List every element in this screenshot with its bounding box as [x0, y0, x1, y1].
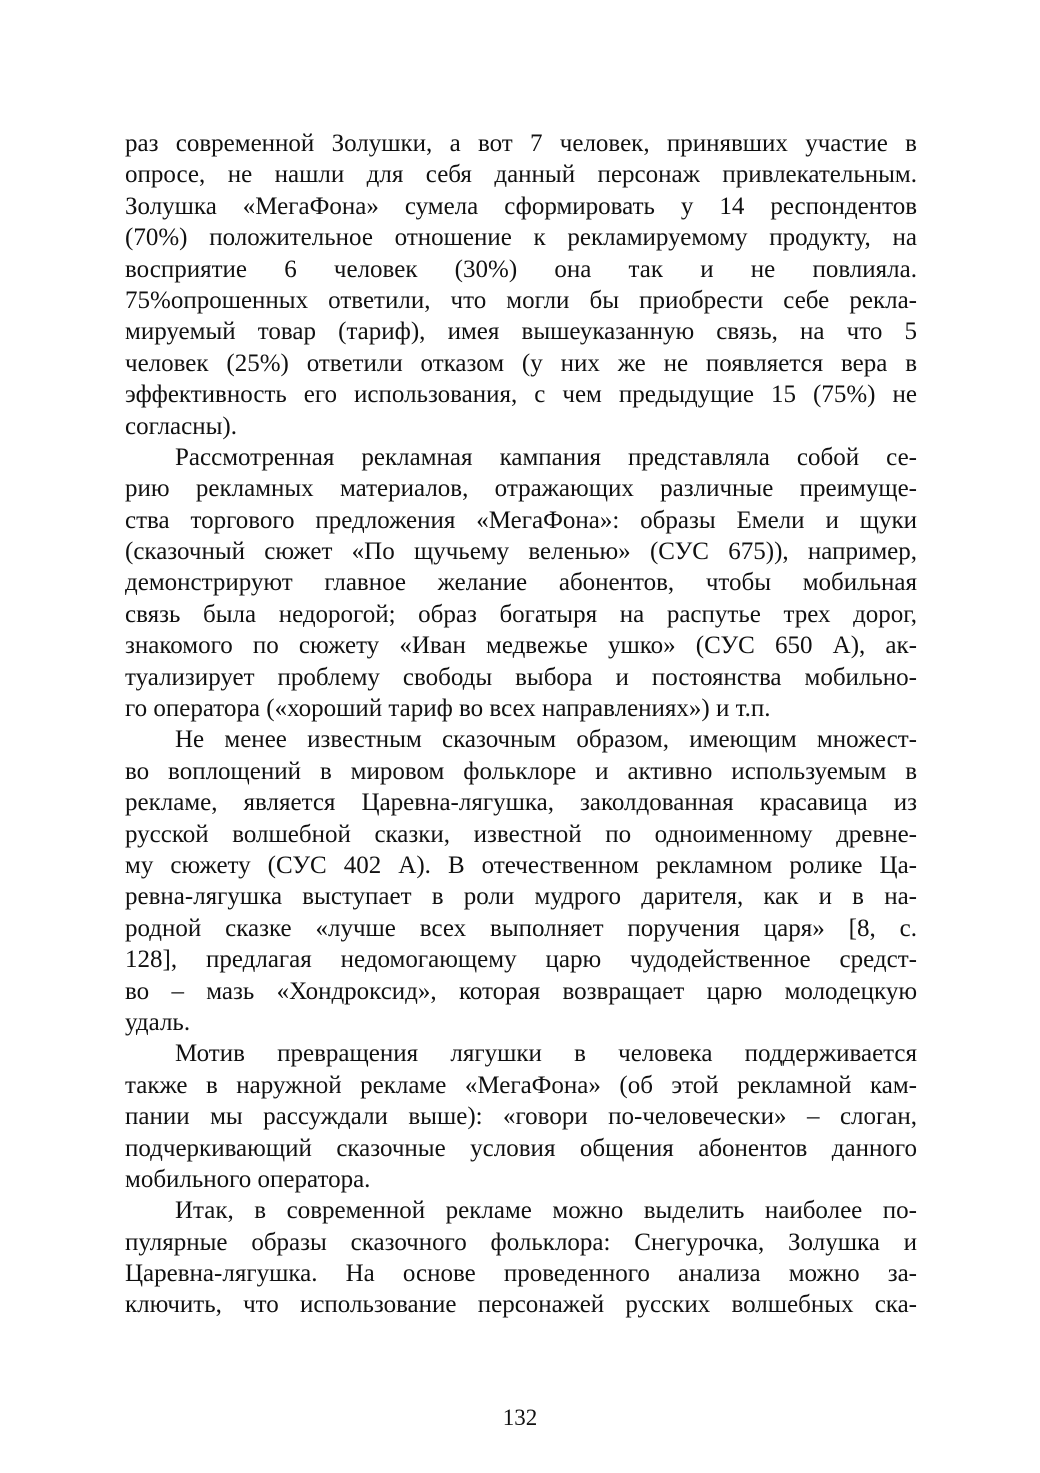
text-line: согласны). [125, 412, 237, 440]
text-line: Рассмотренная рекламная кампания представляла собой се- [175, 443, 917, 471]
text-line: Не менее известным сказочным образом, имеющим множест- [175, 726, 917, 754]
text-line: Итак, в современной рекламе можно выделить наиболее по- [175, 1197, 917, 1225]
text-line: пулярные образы сказочного фольклора: Снегурочка, Золушка и [125, 1228, 917, 1256]
page-body [125, 128, 917, 1321]
paragraph [125, 128, 917, 442]
text-line: родной сказке «лучше всех выполняет поручения царя» [8, с. [125, 914, 917, 942]
text-line: го оператора («хороший тариф во всех направлениях») и т.п. [125, 695, 771, 723]
text-line: (сказочный сюжет «По щучьему веленью» (СУС 675)), например, [125, 538, 917, 566]
text-line: Золушка «МегаФона» сумела сформировать у 14 респондентов [125, 192, 917, 220]
paragraph [125, 442, 917, 725]
text-line: эффективность его использования, с чем предыдущие 15 (75%) не [125, 381, 917, 409]
text-line: демонстрируют главное желание абонентов, чтобы мобильная [125, 569, 917, 597]
text-line: во воплощений в мировом фольклоре и активно используемым в [125, 757, 917, 785]
text-line: также в наружной рекламе «МегаФона» (об этой рекламной кам- [125, 1071, 917, 1099]
text-line: мируемый товар (тариф), имея вышеуказанную связь, на что 5 [125, 318, 917, 346]
paragraph [125, 1038, 917, 1195]
text-line: 75%опрошенных ответили, что могли бы приобрести себе рекла- [125, 286, 917, 314]
text-line: восприятие 6 человек (30%) она так и не повлияла. [125, 255, 917, 283]
text-line: Царевна-лягушка. На основе проведенного анализа можно за- [125, 1260, 917, 1288]
paragraph [125, 1195, 917, 1321]
text-line: подчеркивающий сказочные условия общения абонентов данного [125, 1134, 917, 1162]
text-line: раз современной Золушки, а вот 7 человек, принявших участие в [125, 130, 917, 157]
text-line: рекламе, является Царевна-лягушка, заколдованная красавица из [125, 789, 917, 817]
text-line: ства торгового предложения «МегаФона»: образы Емели и щуки [125, 506, 917, 534]
text-line: удаль. [125, 1008, 191, 1036]
text-line: мобильного оператора. [125, 1165, 371, 1193]
page-number: 132 [502, 1405, 538, 1430]
text-line: связь была недорогой; образ богатыря на распутье трех дорог, [125, 600, 917, 628]
text-line: 128], предлагая недомогающему царю чудодейственное средст- [125, 946, 917, 974]
text-line: пании мы рассуждали выше): «говори по-человечески» – слоган, [125, 1103, 917, 1131]
text-line: туализирует проблему свободы выбора и постоянства мобильно- [125, 663, 917, 691]
text-line: опросе, не нашли для себя данный персонаж привлекательным. [125, 161, 917, 189]
text-line: человек (25%) ответили отказом (у них же не появляется вера в [125, 349, 917, 377]
paragraph [125, 724, 917, 1038]
text-line: ревна-лягушка выступает в роли мудрого дарителя, как и в на- [125, 883, 917, 911]
text-line: рию рекламных материалов, отражающих различные преимуще- [125, 475, 917, 503]
text-line: Мотив превращения лягушки в человека поддерживается [175, 1040, 917, 1068]
text-line: знакомого по сюжету «Иван медвежье ушко» (СУС 650 А), ак- [125, 632, 917, 660]
text-line: во – мазь «Хондроксид», которая возвращает царю молодецкую [125, 977, 917, 1005]
text-line: русской волшебной сказки, известной по одноименному древне- [125, 820, 917, 848]
text-line: (70%) положительное отношение к рекламируемому продукту, на [125, 224, 917, 252]
text-line: му сюжету (СУС 402 А). В отечественном рекламном ролике Ца- [125, 851, 917, 879]
text-line: ключить, что использование персонажей русских волшебных ска- [125, 1291, 917, 1319]
